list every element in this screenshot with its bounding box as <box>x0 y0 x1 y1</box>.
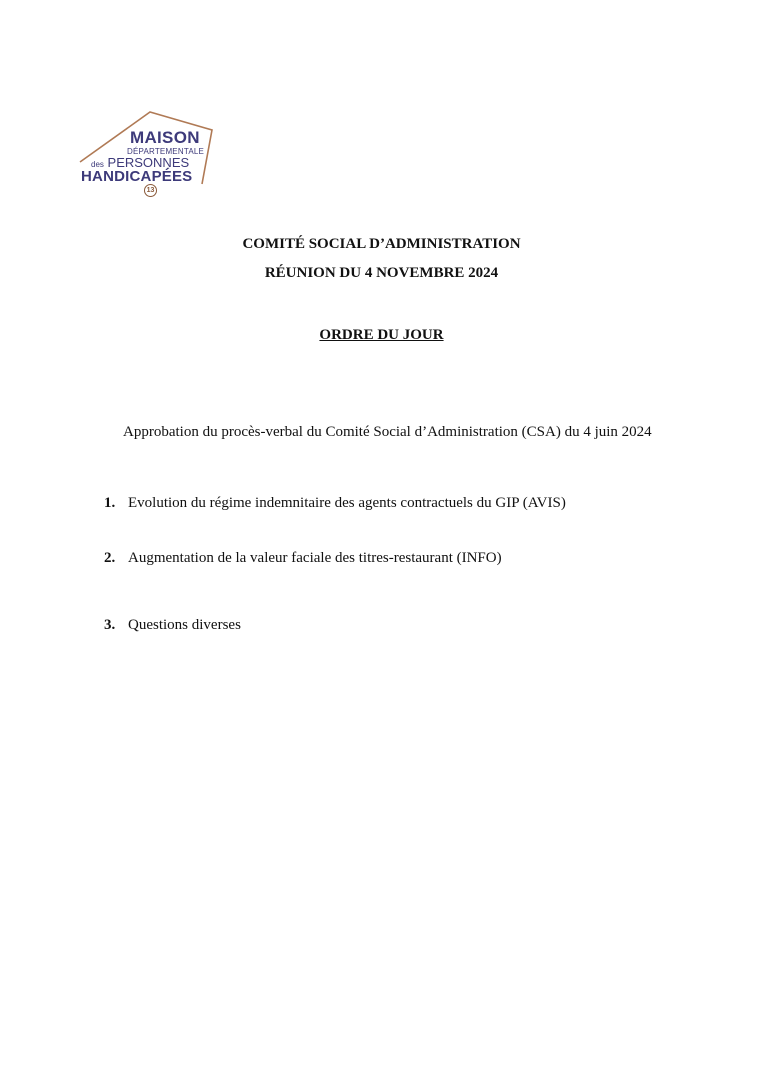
section-heading: ORDRE DU JOUR <box>319 327 444 343</box>
logo-line-maison: MAISON <box>130 128 200 147</box>
agenda-item <box>104 550 502 567</box>
agenda-text: Evolution du régime indemnitaire des agents contractuels du GIP (AVIS) <box>128 495 566 511</box>
agenda-item <box>104 617 241 634</box>
logo-mdph <box>78 108 218 196</box>
agenda-number: 1. <box>104 495 116 511</box>
approval-line: Approbation du procès-verbal du Comité Social d’Administration (CSA) du 4 juin 2024 <box>123 424 652 440</box>
logo-line-handicapees: HANDICAPÉES <box>81 168 193 185</box>
agenda-item <box>104 495 566 512</box>
meeting-date: RÉUNION DU 4 NOVEMBRE 2024 <box>264 265 499 281</box>
logo-personnes: PERSONNES <box>107 155 190 170</box>
logo-des: des <box>91 160 104 169</box>
agenda-number: 2. <box>104 550 116 566</box>
department-13-icon: 13 <box>144 184 157 197</box>
agenda-number: 3. <box>104 617 116 633</box>
logo-line-departementale: DÉPARTEMENTALE <box>127 147 205 156</box>
document-title: COMITÉ SOCIAL D’ADMINISTRATION <box>242 236 521 252</box>
agenda-text: Questions diverses <box>128 617 241 633</box>
agenda-text: Augmentation de la valeur faciale des titres-restaurant (INFO) <box>128 550 502 566</box>
